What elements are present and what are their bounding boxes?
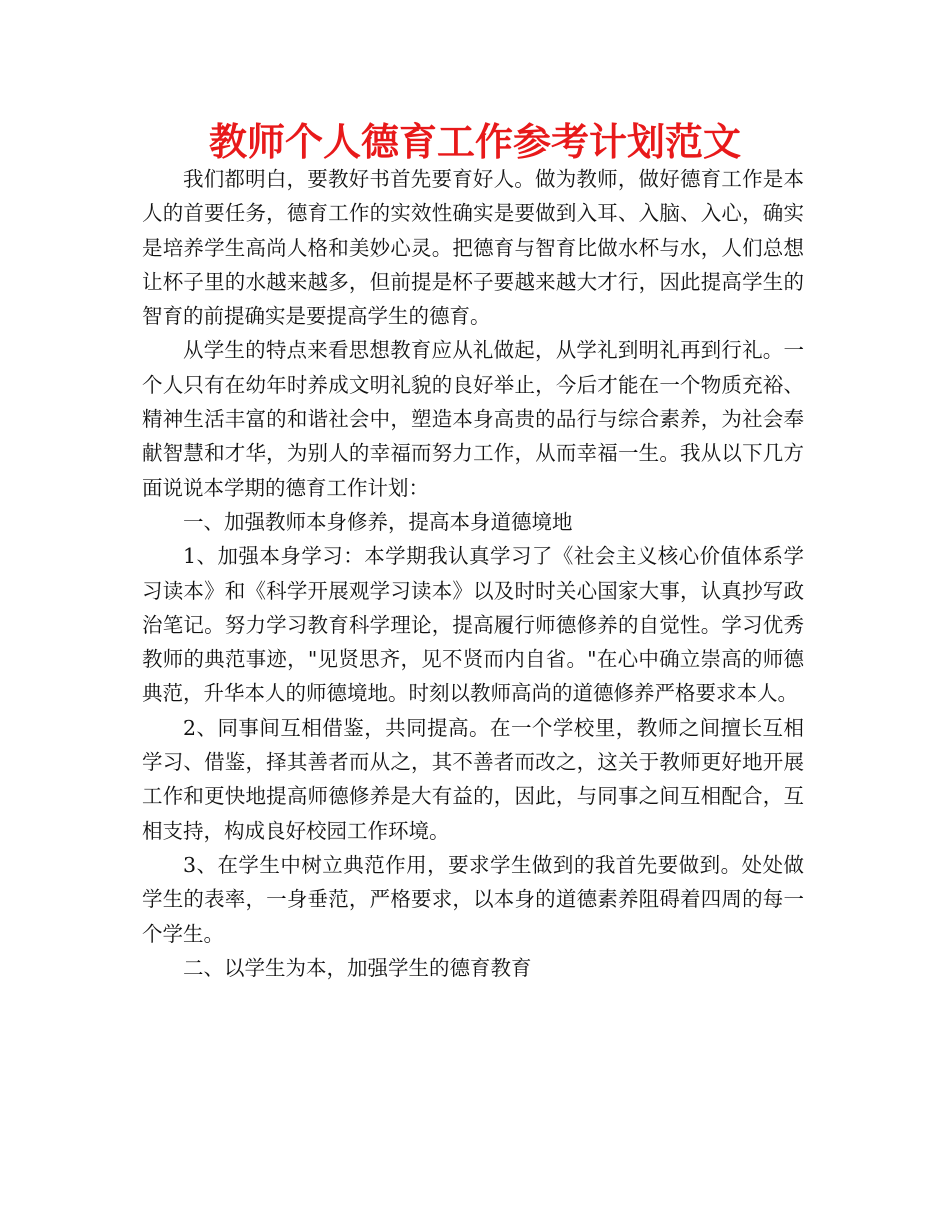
section-heading-1: 一、加强教师本身修养，提高本身道德境地	[183, 509, 573, 534]
paragraph-student-traits: 从学生的特点来看思想教育应从礼做起，从学礼到明礼再到行礼。一个人只有在幼年时养成文明礼貌的良好举止，今后才能在一个物质充裕、精神生活丰富的和谐社会中，塑造本身高贵的品行与综合素养，为社会奉献智慧和才华，为别人的幸福而努力工作，从而幸福一生。我从以下几方面说说本学期的德育工作计划：	[142, 338, 804, 500]
document-title: 教师个人德育工作参考计划范文	[208, 120, 741, 164]
section-heading-2: 二、以学生为本，加强学生的德育教育	[183, 955, 532, 980]
paragraph-item-1: 1、加强本身学习：本学期我认真学习了《社会主义核心价值体系学习读本》和《科学开展观学习读本》以及时时关心国家大事，认真抄写政治笔记。努力学习教育科学理论，提高履行师德修养的自觉性。学习优秀教师的典范事迹，"见贤思齐，见不贤而内自省。"在心中确立崇高的师德典范，升华本人的师德境地。时刻以教师高尚的道德修养严格要求本人。	[142, 544, 804, 706]
document-body	[142, 162, 804, 985]
paragraph-intro: 我们都明白，要教好书首先要育好人。做为教师，做好德育工作是本人的首要任务，德育工作的实效性确实是要做到入耳、入脑、入心，确实是培养学生高尚人格和美妙心灵。把德育与智育比做水杯与水，人们总想让杯子里的水越来越多，但前提是杯子要越来越大才行，因此提高学生的智育的前提确实是要提高学生的德育。	[142, 167, 804, 329]
paragraph-item-3: 3、在学生中树立典范作用，要求学生做到的我首先要做到。处处做学生的表率，一身垂范，严格要求，以本身的道德素养阻碍着四周的每一个学生。	[142, 852, 804, 946]
paragraph-item-2: 2、同事间互相借鉴，共同提高。在一个学校里，教师之间擅长互相学习、借鉴，择其善者而从之，其不善者而改之，这关于教师更好地开展工作和更快地提高师德修养是大有益的，因此，与同事之间互相配合，互相支持，构成良好校园工作环境。	[142, 715, 804, 843]
